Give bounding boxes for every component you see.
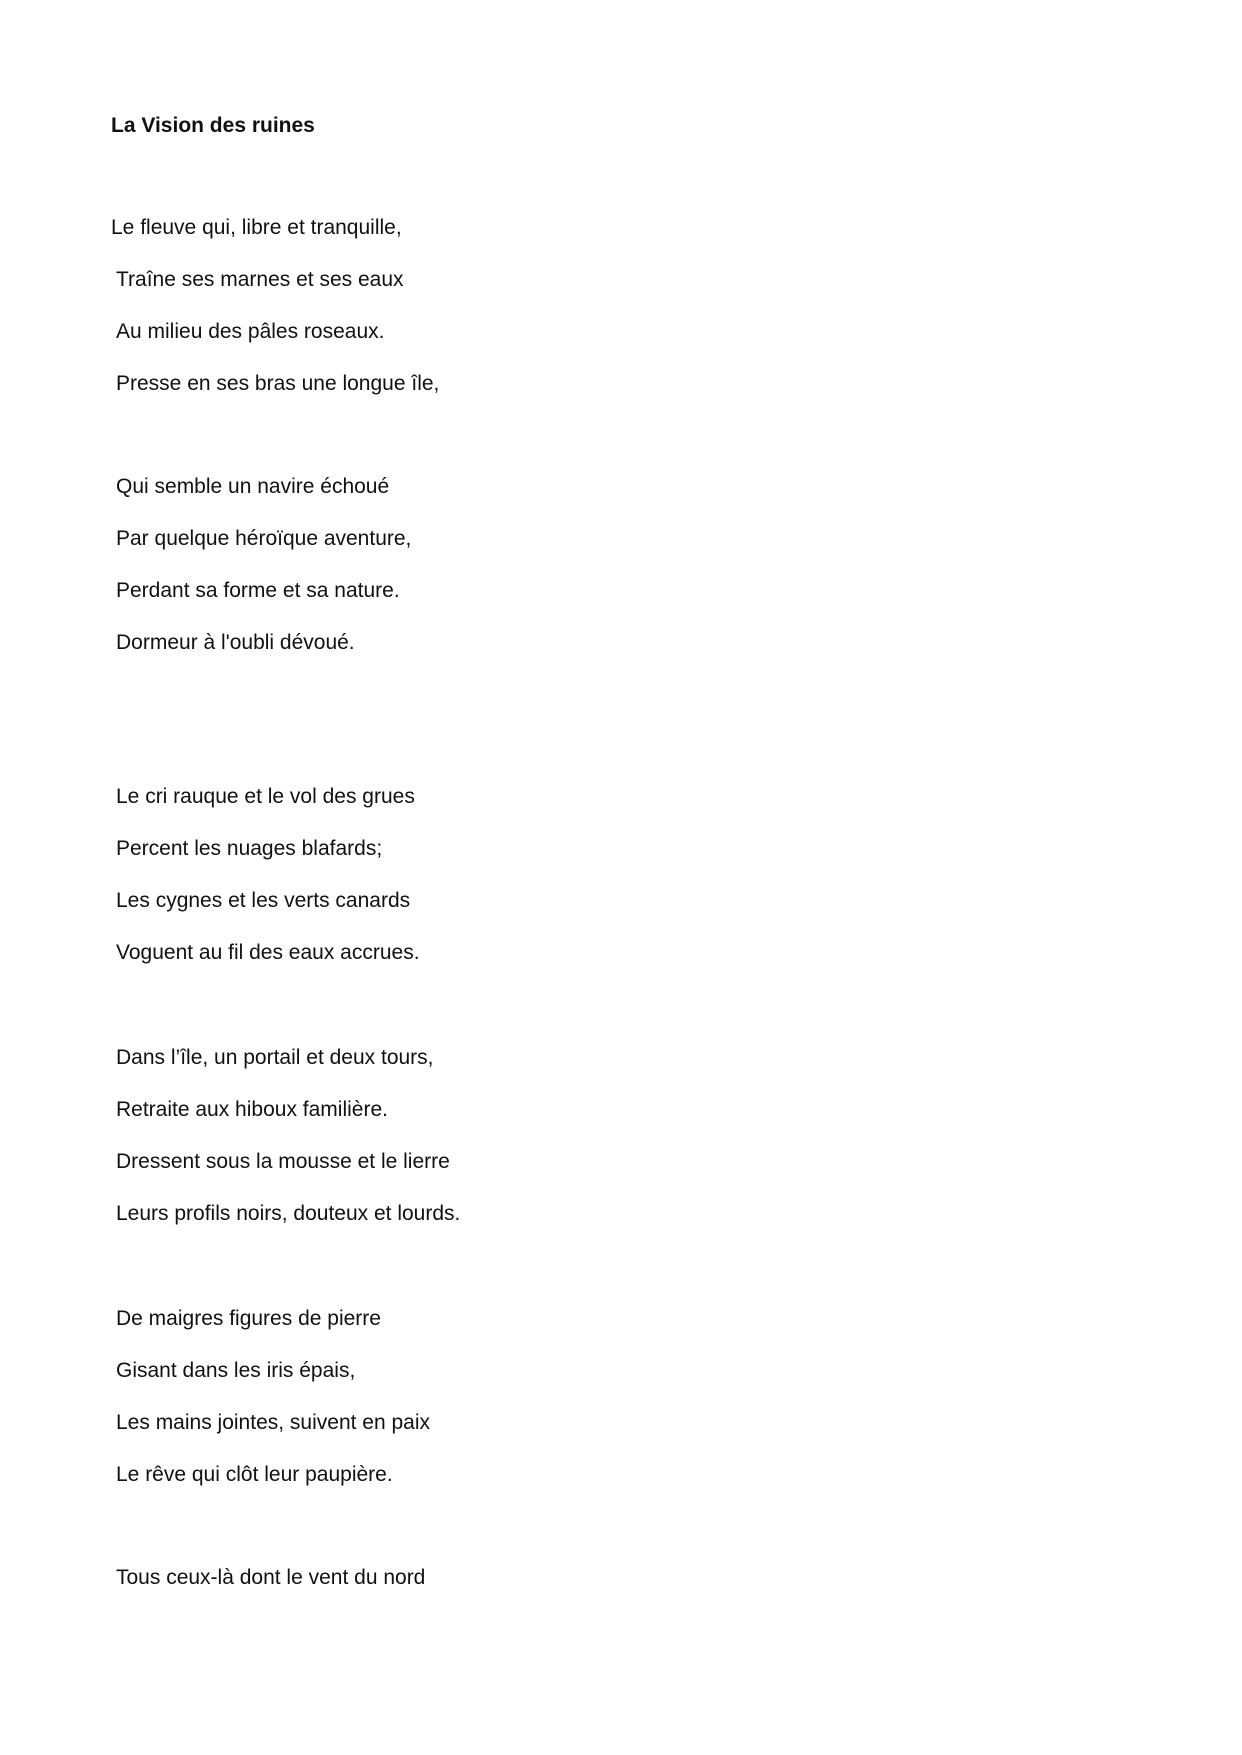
poem-line: Dressent sous la mousse et le lierre	[116, 1150, 450, 1173]
poem-line: Tous ceux-là dont le vent du nord	[116, 1566, 426, 1589]
poem-line: Qui semble un navire échoué	[116, 475, 390, 498]
poem-line: Le cri rauque et le vol des grues	[116, 785, 415, 808]
poem-line: Traîne ses marnes et ses eaux	[116, 268, 404, 291]
poem-line: Les cygnes et les verts canards	[116, 889, 411, 912]
poem-line: De maigres figures de pierre	[116, 1307, 381, 1330]
poem-title: La Vision des ruines	[111, 114, 315, 137]
poem-line: Les mains jointes, suivent en paix	[116, 1411, 431, 1434]
poem-line: Percent les nuages blafards;	[116, 837, 383, 860]
poem-line: Voguent au fil des eaux accrues.	[116, 941, 420, 964]
poem-line: Par quelque héroïque aventure,	[116, 527, 412, 550]
poem-line: Le fleuve qui, libre et tranquille,	[111, 216, 402, 239]
poem-line: Dans l’île, un portail et deux tours,	[116, 1046, 434, 1069]
poem-line: Gisant dans les iris épais,	[116, 1359, 356, 1382]
poem-line: Leurs profils noirs, douteux et lourds.	[116, 1202, 461, 1225]
poem-line: Au milieu des pâles roseaux.	[116, 320, 385, 343]
poem-line: Le rêve qui clôt leur paupière.	[116, 1463, 393, 1486]
poem-line: Dormeur à l'oubli dévoué.	[116, 631, 355, 654]
poem-line: Presse en ses bras une longue île,	[116, 372, 440, 395]
poem-line: Perdant sa forme et sa nature.	[116, 579, 400, 602]
poem-line: Retraite aux hiboux familière.	[116, 1098, 388, 1121]
